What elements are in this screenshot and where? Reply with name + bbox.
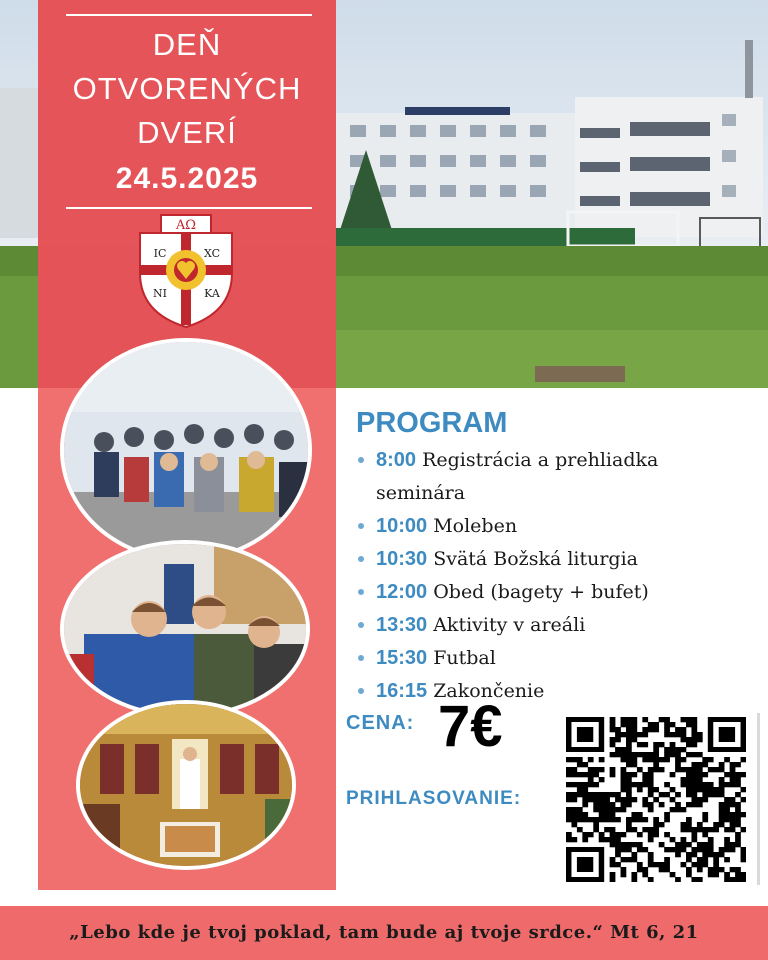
program-time: 10:00 [376,515,428,537]
crest-alpha-omega: AΩ [175,218,197,233]
price-label: CENA: [346,712,415,734]
program-text: Registrácia a prehliadka [422,449,659,471]
program-time: 10:30 [376,548,428,570]
top-divider [66,14,312,16]
footer-quote-bar [0,906,768,960]
bible-quote: „Lebo kde je tvoj poklad, tam bude aj tvoje srdce.“ Mt 6, 21 [69,922,699,943]
crest-ic: IC [153,247,167,260]
program-item-registration [356,444,756,510]
crest-ka: KA [204,287,220,300]
program-text: Aktivity v areáli [433,614,586,636]
title-line-2: OTVORENÝCH [72,71,302,106]
bullet-icon [358,688,364,694]
registration-qr-code[interactable] [562,713,760,885]
program-text: Obed (bagety + bufet) [433,581,649,603]
program-item-liturgy [356,543,756,576]
program-item-closing [356,675,756,708]
program-text: Futbal [433,647,496,669]
program-time: 12:00 [376,581,428,603]
event-date: 24.5.2025 [115,162,259,195]
program-heading: PROGRAM [356,407,508,439]
program-item-activities [356,609,756,642]
bullet-icon [358,457,364,463]
program-item-lunch [356,576,756,609]
photo-circle-church-iconostasis [76,700,296,870]
photo-circle-boys [60,540,310,718]
bullet-icon [358,622,364,628]
program-time: 8:00 [376,449,417,471]
crest-xc: XC [203,247,221,260]
program-text: Svätá Božská liturgia [433,548,639,570]
bullet-icon [358,556,364,562]
program-list [356,444,756,708]
crest-ni: NI [153,287,167,300]
registration-label: PRIHLASOVANIE: [346,788,522,809]
bullet-icon [358,655,364,661]
program-item-moleben [356,510,756,543]
program-text-continued: seminára [376,482,466,504]
bullet-icon [358,589,364,595]
bullet-icon [358,523,364,529]
program-text: Moleben [433,515,518,537]
seminary-crest-logo [136,213,236,333]
bottom-divider [66,207,312,209]
program-item-football [356,642,756,675]
price-value: 7€ [438,694,503,759]
photo-circle-audience [60,338,312,562]
program-time: 13:30 [376,614,428,636]
title-line-3: DVERÍ [137,115,237,150]
program-text: Zakončenie [433,680,545,702]
program-time: 15:30 [376,647,428,669]
program-time: 16:15 [376,680,428,702]
title-line-1: DEŇ [152,27,222,62]
